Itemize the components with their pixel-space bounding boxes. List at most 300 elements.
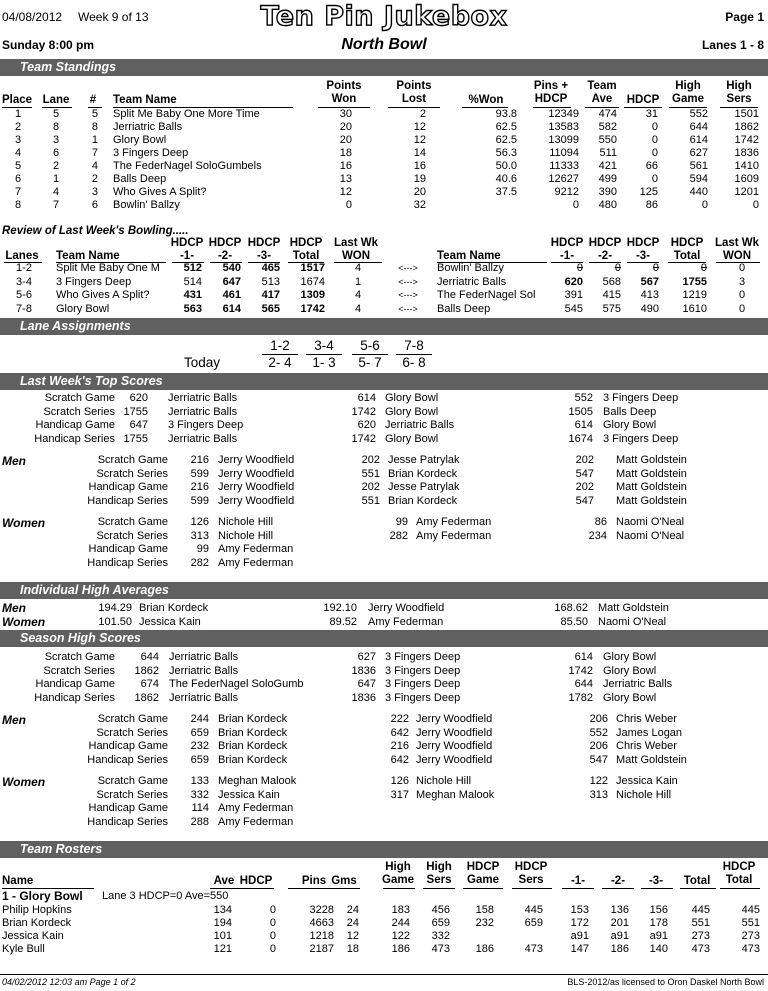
standings-cell: 5 [14, 160, 22, 172]
standings-cell: 16 [339, 160, 352, 172]
standings-cell: 19 [413, 173, 426, 185]
standings-cell: Split Me Baby One More Time [113, 108, 260, 120]
score-value: 1862 [134, 664, 159, 677]
review-team-1: Who Gives A Split? [56, 289, 150, 301]
score-category: Handicap Series [34, 432, 115, 445]
review-team-1: 3 Fingers Deep [56, 275, 132, 288]
score-value: 288 [190, 815, 209, 828]
score-row [0, 651, 768, 664]
standings-cell: 499 [598, 173, 617, 185]
col-hdcp: HDCP [626, 94, 660, 106]
col-won: Last Wk WON [333, 237, 379, 262]
score-value: 599 [190, 467, 209, 480]
score-value: 642 [390, 753, 409, 766]
col-ave: Ave [213, 875, 235, 887]
score-category: Scratch Series [96, 726, 168, 739]
roster-cell: 134 [213, 904, 232, 916]
score-category: Scratch Game [97, 454, 168, 466]
score-name: 3 Fingers Deep [168, 419, 244, 431]
score-value: 1505 [568, 405, 593, 418]
average-gender: Men [2, 601, 26, 615]
score-name: Glory Bowl [603, 664, 657, 677]
score-value: 644 [140, 651, 159, 663]
score-value: 614 [357, 392, 376, 404]
standings-cell: 13583 [548, 121, 579, 133]
standings-cell: 1410 [734, 160, 759, 172]
standings-cell: 4 [52, 186, 60, 198]
roster-cell: 473 [524, 943, 543, 955]
score-value: 659 [190, 753, 209, 766]
score-row [0, 692, 768, 705]
section-team-rosters: Team Rosters [0, 841, 768, 858]
score-name: Glory Bowl [603, 691, 657, 704]
roster-cell: 0 [269, 943, 276, 955]
average-value: 89.52 [329, 615, 357, 628]
standings-cell: 7 [14, 186, 22, 198]
col-high-sers: High Sers [726, 80, 752, 105]
col-points-lost: Points Lost [396, 80, 432, 105]
review-score-2: 1610 [682, 302, 707, 315]
standings-cell: 30 [339, 108, 352, 120]
review-score-1: 565 [261, 302, 280, 315]
score-name: Naomi O'Neal [616, 529, 685, 542]
roster-cell: 4663 [309, 917, 334, 929]
review-score-1: 461 [222, 289, 241, 301]
standings-cell: 2 [52, 160, 60, 172]
average-row [0, 616, 768, 629]
col-name: Name [2, 875, 34, 887]
score-row [0, 816, 768, 829]
score-value: 547 [575, 467, 594, 480]
score-value: 1862 [134, 691, 159, 704]
col-team-name-2: Team Name [437, 250, 501, 262]
section-team-standings: Team Standings [0, 59, 768, 76]
roster-cell: a91 [570, 930, 589, 942]
score-name: Brian Kordeck [388, 494, 458, 507]
score-value: 647 [357, 678, 376, 690]
score-value: 1742 [351, 405, 376, 418]
roster-cell: 0 [269, 904, 276, 916]
score-value: 332 [190, 788, 209, 801]
score-category: Handicap Game [88, 740, 168, 752]
score-value: 599 [190, 494, 209, 507]
footer-divider [0, 974, 768, 975]
score-value: 202 [361, 481, 380, 493]
review-vs-arrow: <---> [398, 263, 418, 273]
score-category: Handicap Series [87, 753, 168, 766]
roster-cell: 473 [741, 943, 760, 955]
score-name: Jerriatric Balls [169, 664, 239, 677]
score-row [0, 802, 768, 815]
score-row [0, 754, 768, 767]
review-score-2: 0 [576, 262, 583, 274]
men-label: Men [2, 713, 26, 727]
center-name: North Bowl [341, 36, 427, 53]
score-value: 627 [357, 651, 376, 663]
review-score-1: 513 [261, 275, 280, 288]
score-name: Glory Bowl [603, 651, 657, 663]
review-won-1: 1 [354, 275, 362, 288]
score-name: 3 Fingers Deep [385, 691, 461, 704]
standings-cell: 0 [651, 121, 658, 133]
average-name: Matt Goldstein [598, 602, 669, 614]
score-row [0, 406, 768, 419]
average-name: Jerry Woodfield [368, 602, 445, 614]
standings-cell: 0 [651, 173, 658, 185]
score-name: Jerry Woodfield [218, 467, 295, 480]
score-value: 614 [574, 651, 593, 663]
score-value: 620 [357, 419, 376, 431]
score-value: 202 [575, 481, 594, 493]
standings-cell: 13099 [548, 134, 579, 146]
review-team-2: Balls Deep [437, 302, 491, 315]
score-row [0, 392, 768, 405]
standings-cell: 3 [14, 134, 22, 146]
col-hdcp-game: HDCP Game [466, 861, 500, 886]
roster-cell: 24 [346, 904, 359, 916]
roster-cell: 2187 [309, 943, 334, 955]
score-category: Scratch Series [43, 664, 115, 677]
score-name: Glory Bowl [385, 392, 439, 404]
score-row [0, 775, 768, 788]
roster-row [0, 917, 768, 930]
roster-cell: 3228 [309, 904, 334, 916]
standings-cell: 480 [598, 199, 617, 211]
review-row [0, 276, 768, 289]
col-g3: HDCP -3- [247, 237, 281, 262]
standings-cell: 7 [52, 199, 60, 211]
review-row [0, 303, 768, 316]
review-header [0, 237, 768, 263]
standings-cell: 13 [339, 173, 352, 185]
roster-team-info: Lane 3 HDCP=0 Ave=550 [102, 890, 229, 902]
roster-cell: Philip Hopkins [2, 904, 72, 916]
score-value: 244 [190, 713, 209, 725]
standings-cell: 37.5 [495, 186, 517, 198]
standings-cell: 5 [52, 108, 60, 120]
standings-cell: 66 [645, 160, 658, 172]
roster-cell: 186 [610, 943, 629, 955]
standings-cell: 582 [598, 121, 617, 133]
score-value: 1742 [351, 432, 376, 445]
standings-cell: 9212 [554, 186, 579, 198]
league-title-text: Ten Pin Jukebox [260, 1, 508, 32]
standings-row [0, 199, 768, 212]
standings-cell: 1 [91, 134, 98, 146]
score-row [0, 557, 768, 570]
standings-cell: The FederNagel SoloGumbels [113, 160, 262, 172]
score-row [0, 454, 768, 467]
standings-cell: 474 [598, 108, 617, 120]
women-label: Women [2, 775, 46, 789]
review-team-2: Bowlin' Ballzy [437, 262, 504, 274]
roster-cell: 140 [649, 943, 668, 955]
standings-cell: 5 [91, 108, 98, 120]
review-score-2: 0 [700, 262, 707, 274]
average-name: Brian Kordeck [139, 602, 209, 614]
standings-cell: Who Gives A Split? [113, 186, 207, 198]
score-value: 647 [129, 419, 148, 431]
standings-cell: Balls Deep [113, 173, 167, 185]
standings-cell: 12 [413, 134, 426, 146]
average-row [0, 602, 768, 615]
roster-cell: 156 [649, 904, 668, 916]
review-score-1: 1742 [300, 302, 325, 315]
score-value: 1742 [568, 664, 593, 677]
standings-cell: 644 [689, 121, 708, 133]
standings-cell: 14 [413, 147, 426, 159]
score-category: Handicap Series [87, 815, 168, 828]
score-name: The FederNagel SoloGumb [169, 678, 304, 690]
section-high-averages: Individual High Averages [0, 582, 768, 599]
section-review: Review of Last Week's Bowling..... [2, 225, 189, 237]
standings-cell: 1201 [734, 186, 759, 198]
standings-cell: 32 [413, 199, 426, 211]
page-number: Page 1 [725, 10, 764, 24]
roster-cell: 201 [610, 917, 629, 929]
review-team-2: Jerriatric Balls [437, 275, 507, 288]
review-score-2: 620 [564, 275, 583, 288]
score-name: Brian Kordeck [218, 753, 288, 766]
roster-row [0, 904, 768, 917]
score-value: 1836 [351, 664, 376, 677]
score-value: 620 [129, 392, 148, 404]
review-score-1: 647 [222, 275, 241, 288]
score-value: 216 [190, 481, 209, 493]
score-category: Scratch Game [97, 516, 168, 528]
report-date: 04/08/2012 [2, 10, 63, 24]
score-name: Brian Kordeck [218, 713, 288, 725]
review-score-2: 575 [602, 302, 621, 315]
score-category: Scratch Series [96, 529, 168, 542]
footer-left: 04/02/2012 12:03 am Page 1 of 2 [2, 977, 136, 987]
standings-cell: 1 [14, 108, 22, 120]
today-lanes: 6- 8 [402, 355, 426, 370]
score-category: Handicap Series [87, 494, 168, 507]
score-value: 1674 [568, 432, 593, 445]
roster-cell: 659 [431, 917, 450, 929]
average-value: 168.62 [554, 602, 588, 614]
col-g2-2: HDCP -2- [588, 237, 622, 262]
score-value: 282 [389, 529, 408, 542]
score-name: Jerry Woodfield [416, 726, 493, 739]
score-name: Glory Bowl [603, 419, 657, 431]
men-label: Men [2, 454, 26, 468]
score-value: 133 [190, 775, 209, 787]
lane-pair: 7-8 [404, 338, 424, 353]
score-row [0, 678, 768, 691]
standings-cell: 1836 [734, 147, 759, 159]
standings-cell: 0 [651, 134, 658, 146]
score-category: Scratch Game [44, 651, 115, 663]
score-value: 614 [574, 419, 593, 431]
score-name: Nichole Hill [616, 788, 672, 801]
standings-cell: 20 [339, 134, 352, 146]
footer-right: BLS-2012/as licensed to Oron Daskel North Bowl [567, 977, 764, 987]
review-vs-arrow: <---> [398, 290, 418, 300]
roster-row [0, 943, 768, 956]
roster-cell: 551 [691, 917, 710, 929]
col-pct-won: %Won [468, 94, 504, 106]
col-g1: HDCP -1- [170, 237, 204, 262]
review-score-2: 391 [564, 289, 583, 301]
score-name: Jerriatric Balls [169, 691, 239, 704]
standings-cell: 3 [52, 134, 60, 146]
score-row [0, 665, 768, 678]
score-value: 202 [575, 454, 594, 466]
standings-cell: 12627 [548, 173, 579, 185]
standings-cell: Jerriatric Balls [113, 121, 183, 133]
roster-cell: 101 [213, 930, 232, 942]
score-value: 644 [574, 678, 593, 690]
score-name: Jesse Patrylak [388, 454, 460, 466]
standings-cell: 550 [598, 134, 617, 146]
roster-cell: 194 [213, 917, 232, 929]
col-high-sers: High Sers [426, 861, 452, 886]
standings-cell: 8 [52, 121, 60, 133]
standings-cell: 3 [91, 186, 98, 198]
standings-row [0, 134, 768, 147]
roster-cell: 244 [391, 917, 410, 929]
score-value: 126 [190, 516, 209, 528]
review-row [0, 262, 768, 275]
score-row [0, 468, 768, 481]
score-row [0, 481, 768, 494]
roster-cell: Jessica Kain [2, 930, 64, 942]
roster-cell: Brian Kordeck [2, 917, 72, 929]
score-value: 552 [589, 726, 608, 739]
score-value: 1782 [568, 691, 593, 704]
score-name: Matt Goldstein [616, 494, 687, 507]
col-lane: Lane [42, 94, 70, 106]
review-vs-arrow: <---> [398, 276, 418, 287]
review-row [0, 289, 768, 302]
standings-cell: 0 [651, 147, 658, 159]
roster-cell: 153 [570, 904, 589, 916]
section-top-scores: Last Week's Top Scores [0, 373, 768, 390]
standings-cell: Bowlin' Ballzy [113, 199, 180, 211]
score-value: 216 [390, 740, 409, 752]
lane-pair: 5-6 [360, 338, 380, 353]
review-score-2: 1755 [682, 275, 707, 288]
col-lanes: Lanes [5, 250, 39, 262]
score-value: 313 [190, 529, 209, 542]
score-name: Amy Federman [416, 529, 492, 542]
standings-cell: 511 [599, 147, 617, 159]
standings-cell: 4 [91, 160, 98, 172]
score-value: 1755 [123, 432, 148, 445]
review-team-2: The FederNagel Sol [437, 289, 536, 301]
review-won-2: 0 [738, 302, 746, 315]
score-name: 3 Fingers Deep [385, 664, 461, 677]
lane-pair: 1-2 [270, 338, 290, 353]
score-value: 659 [190, 726, 209, 739]
score-value: 1836 [351, 691, 376, 704]
score-name: 3 Fingers Deep [385, 678, 461, 690]
standings-cell: 12 [339, 186, 352, 198]
col-points-won: Points Won [326, 80, 362, 105]
standings-cell: 40.6 [495, 173, 517, 185]
standings-cell: 20 [339, 121, 352, 133]
score-name: James Logan [616, 726, 683, 739]
review-vs-arrow: <---> [398, 303, 418, 314]
lane-assignments [0, 338, 768, 372]
score-name: Jerriatric Balls [385, 419, 455, 431]
score-name: Matt Goldstein [616, 467, 687, 480]
col-team-ave: Team Ave [587, 80, 617, 105]
score-value: 313 [589, 788, 608, 801]
standings-cell: 6 [91, 199, 98, 211]
review-won-1: 4 [354, 262, 362, 274]
score-value: 99 [196, 543, 209, 555]
roster-cell: 332 [431, 930, 450, 942]
score-name: Matt Goldstein [616, 753, 687, 766]
standings-cell: 11094 [549, 147, 579, 159]
score-name: Jessica Kain [218, 788, 280, 801]
score-name: Amy Federman [218, 802, 294, 814]
score-row [0, 727, 768, 740]
standings-cell: 421 [598, 160, 617, 172]
score-name: Matt Goldstein [616, 454, 687, 466]
score-category: Scratch Game [97, 713, 168, 725]
roster-cell: 473 [431, 943, 450, 955]
review-score-1: 614 [222, 302, 241, 315]
standings-cell: 0 [345, 199, 352, 211]
review-score-2: 490 [640, 302, 659, 315]
score-value: 674 [140, 678, 159, 690]
review-score-2: 545 [564, 302, 583, 315]
roster-cell: 136 [610, 904, 629, 916]
average-name: Amy Federman [368, 615, 444, 628]
review-score-1: 512 [183, 262, 202, 274]
roster-cell: 172 [570, 917, 589, 929]
score-value: 202 [361, 454, 380, 466]
league-title [0, 1, 768, 32]
review-lanes: 1-2 [16, 262, 32, 274]
score-name: Matt Goldstein [616, 481, 687, 493]
score-category: Scratch Series [43, 405, 115, 418]
roster-cell: 473 [691, 943, 710, 955]
score-row [0, 713, 768, 726]
review-score-2: 568 [602, 275, 621, 288]
score-row [0, 516, 768, 529]
review-team-1: Glory Bowl [56, 302, 110, 315]
score-value: 122 [589, 775, 608, 787]
average-value: 85.50 [560, 615, 588, 628]
roster-cell: 0 [269, 917, 276, 929]
roster-cell: 456 [431, 904, 450, 916]
review-score-1: 514 [183, 275, 202, 288]
score-value: 216 [190, 454, 209, 466]
score-value: 282 [190, 556, 209, 569]
standings-row [0, 186, 768, 199]
roster-team-title: 1 - Glory Bowl [2, 889, 83, 903]
score-name: Jerry Woodfield [218, 481, 295, 493]
score-name: Jerry Woodfield [218, 454, 295, 466]
score-value: 232 [190, 740, 209, 752]
score-value: 206 [589, 713, 608, 725]
roster-cell: a91 [610, 930, 629, 942]
col-place: Place [2, 94, 33, 106]
roster-cell: 445 [691, 904, 710, 916]
review-score-1: 1309 [300, 289, 325, 301]
roster-cell: 232 [475, 917, 494, 929]
standings-cell: 12349 [548, 108, 579, 120]
standings-cell: 4 [14, 147, 22, 159]
roster-cell: 178 [649, 917, 668, 929]
review-score-1: 1517 [300, 262, 325, 274]
standings-cell: 2 [91, 173, 98, 185]
